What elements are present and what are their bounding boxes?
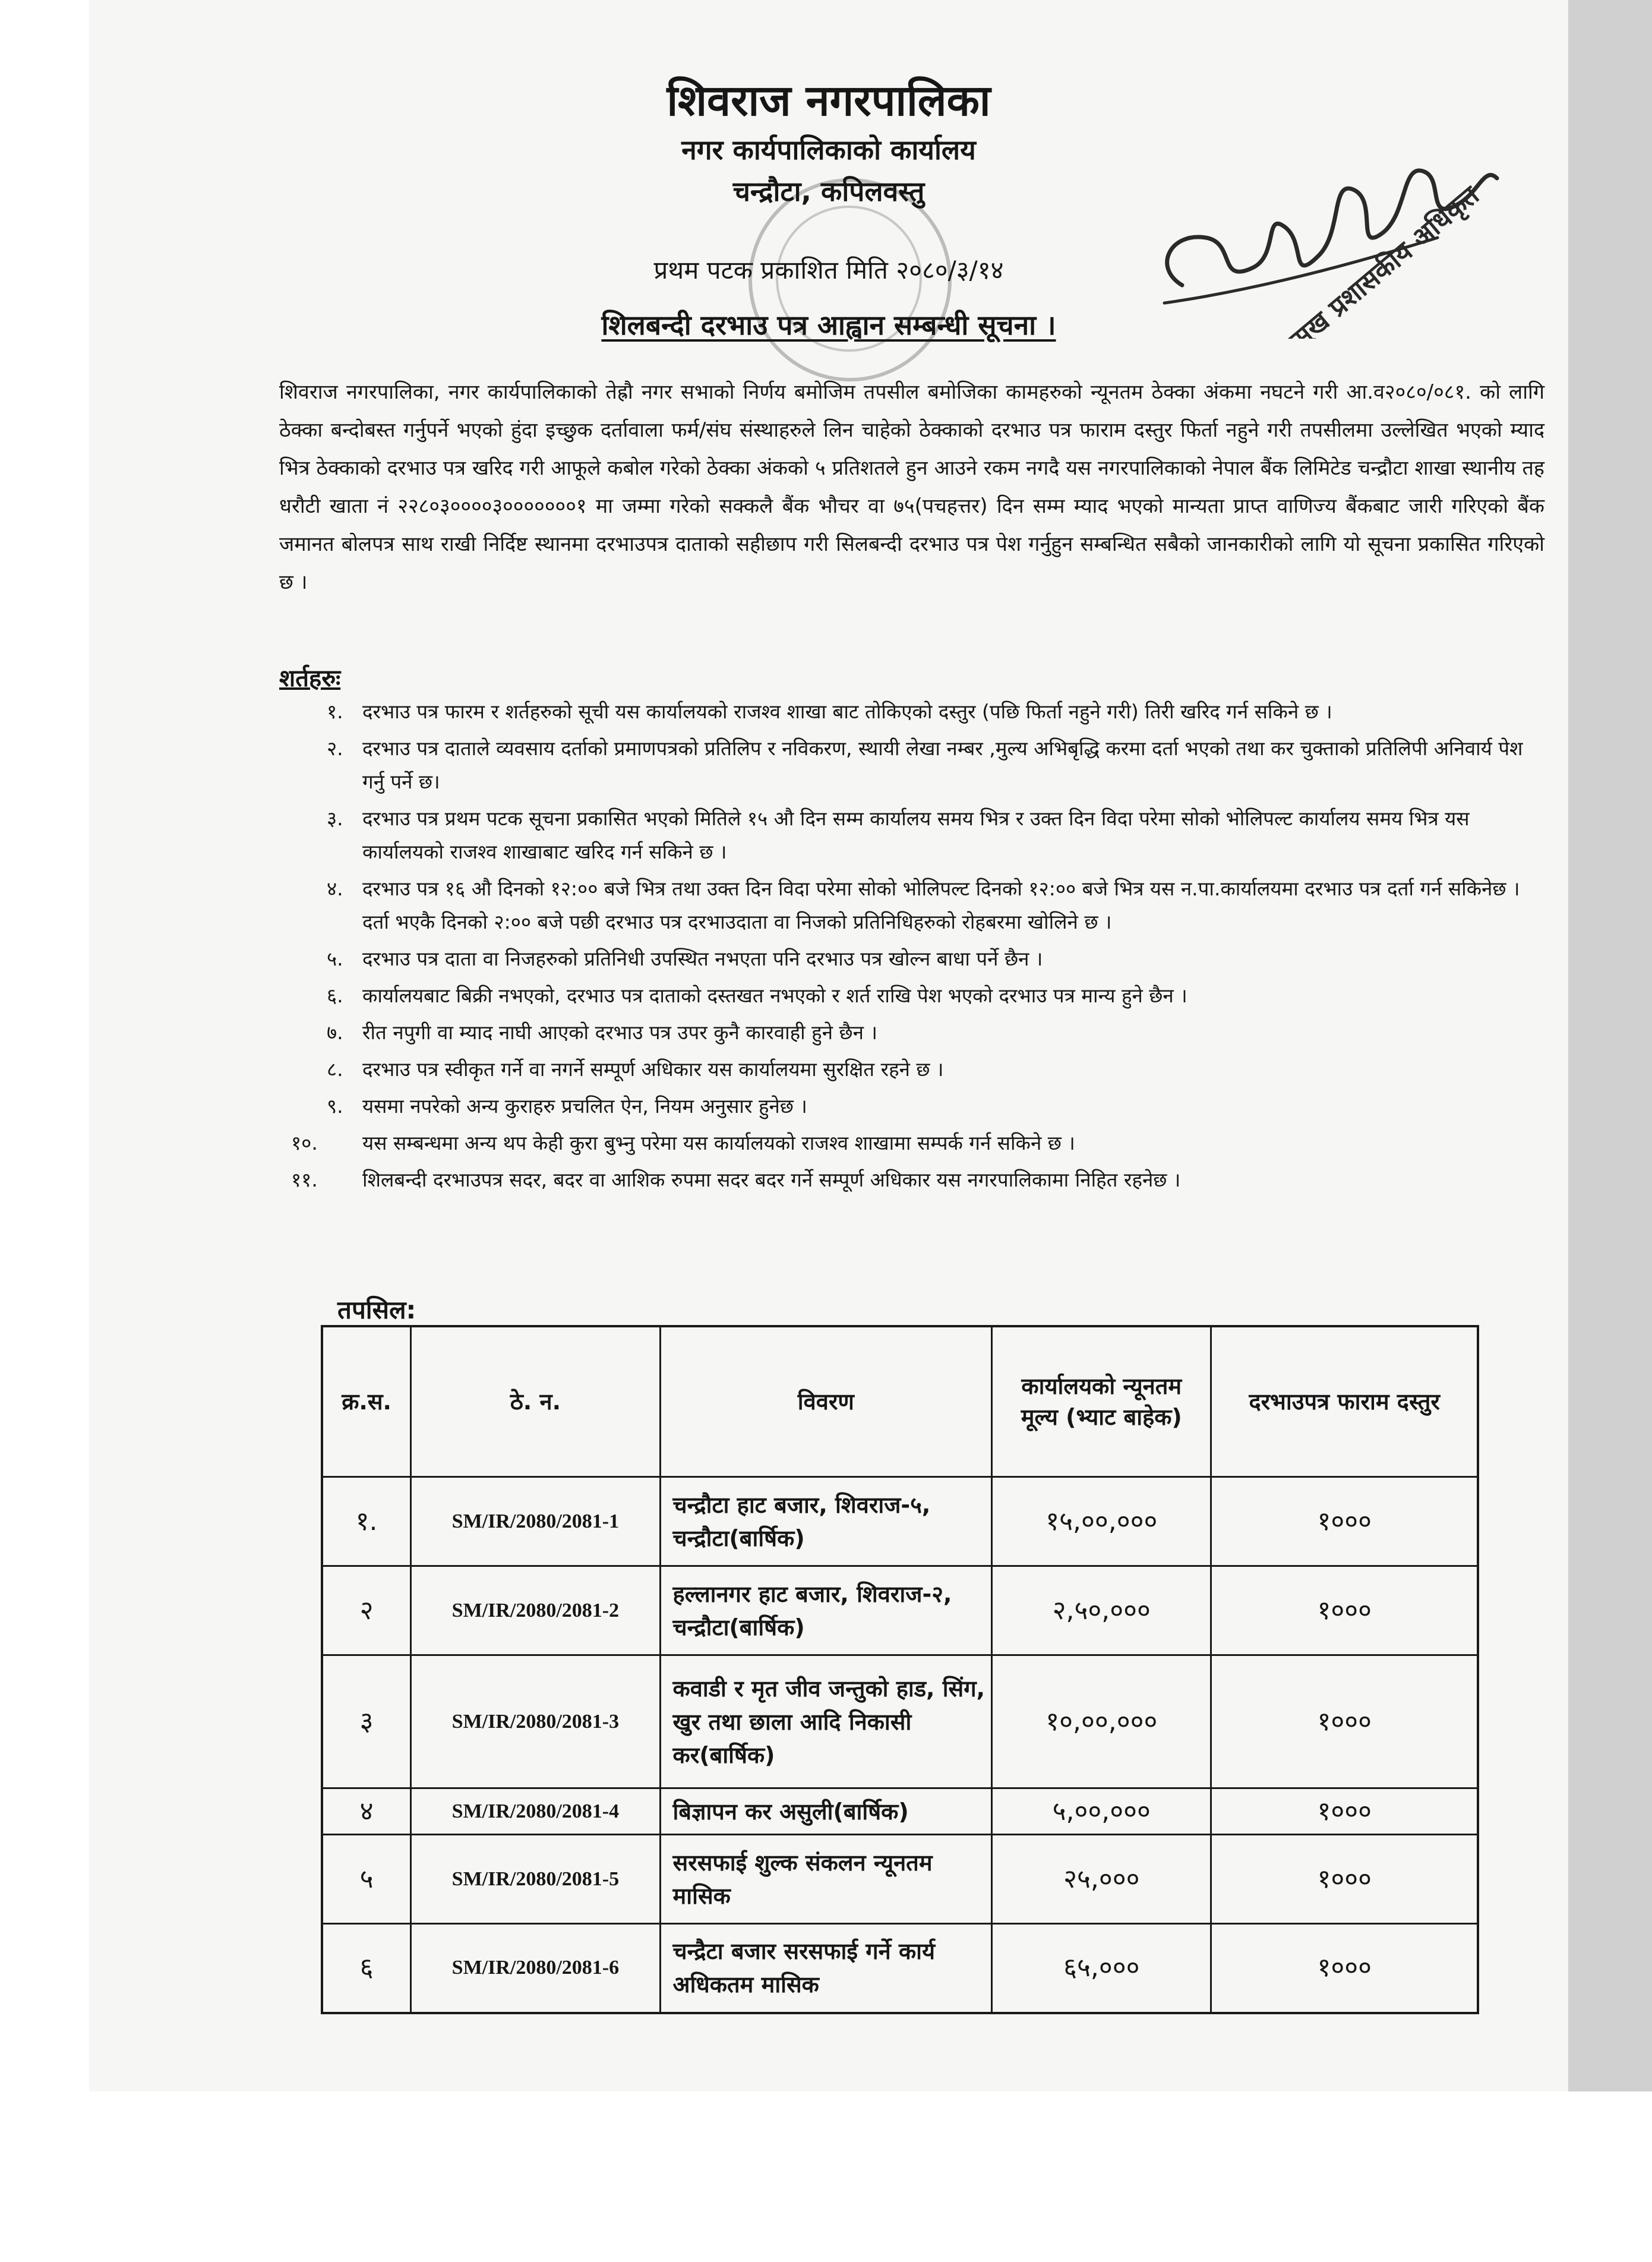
condition-item	[279, 1016, 1550, 1049]
scan-left-margin	[0, 0, 89, 2091]
office-address: चन्द्रौटा, कपिलवस्तु	[732, 175, 925, 207]
condition-item	[279, 732, 1550, 799]
cell-description: चन्द्रौटा हाट बजार, शिवराज-५, चन्द्रौटा(बार्षिक)	[660, 1477, 992, 1566]
condition-number: ७.	[327, 1021, 343, 1044]
condition-item	[279, 695, 1550, 728]
office-name: शिवराज नगरपालिका	[667, 75, 991, 125]
scan-right-margin	[1568, 0, 1652, 2091]
cell-form-fee: १०००	[1211, 1835, 1478, 1924]
condition-number: १.	[327, 700, 343, 723]
cell-description: हल्लानगर हाट बजार, शिवराज-२, चन्द्रौटा(बार्षिक)	[660, 1566, 992, 1655]
cell-sn: ६	[322, 1924, 411, 2013]
condition-text: यसमा नपरेको अन्य कुराहरु प्रचलित ऐन, नियम अनुसार हुनेछ ।	[362, 1094, 807, 1118]
conditions-list	[279, 695, 1550, 1200]
column-header-min-value: कार्यालयको न्यूनतम मूल्य (भ्याट बाहेक)	[992, 1326, 1211, 1477]
condition-item	[279, 1127, 1550, 1160]
condition-number: ११.	[291, 1168, 318, 1191]
condition-item	[279, 979, 1550, 1012]
document-page	[89, 0, 1568, 2091]
condition-number: ८.	[327, 1058, 343, 1081]
cell-form-fee: १०००	[1211, 1655, 1478, 1788]
cell-min-value: १०,००,०००	[992, 1655, 1211, 1788]
cell-sn: १.	[322, 1477, 411, 1566]
condition-number: ९.	[327, 1094, 343, 1118]
cell-form-fee: १०००	[1211, 1566, 1478, 1655]
condition-text: कार्यालयबाट बिक्री नभएको, दरभाउ पत्र दाताको दस्तखत नभएको र शर्त राखि पेश भएको दरभाउ पत्र मान्य हुने छैन ।	[362, 984, 1187, 1007]
condition-item	[279, 942, 1550, 976]
scan-bottom-margin	[0, 2091, 1652, 2262]
table-row	[322, 1924, 1478, 2013]
condition-number: २.	[327, 737, 343, 760]
cell-contract-no: SM/IR/2080/2081-4	[411, 1788, 660, 1835]
cell-description: बिज्ञापन कर असुली(बार्षिक)	[660, 1788, 992, 1835]
condition-item	[279, 872, 1550, 939]
condition-text: दरभाउ पत्र दाता वा निजहरुको प्रतिनिधी उपस्थित नभएता पनि दरभाउ पत्र खोल्न बाधा पर्ने छैन ।	[362, 947, 1043, 970]
publication-date: प्रथम पटक प्रकाशित मिति २०८०/३/१४	[653, 255, 1004, 285]
column-header-description: विवरण	[660, 1326, 992, 1477]
cell-form-fee: १०००	[1211, 1788, 1478, 1835]
table-row	[322, 1835, 1478, 1924]
column-header-contract-no: ठे. न.	[411, 1326, 660, 1477]
condition-text: दरभाउ पत्र प्रथम पटक सूचना प्रकासित भएको मितिले १५ औ दिन सम्म कार्यालय समय भित्र र उक्त दिन विदा परेमा सोको भोलिपल्ट कार्यालय समय भित्र यस कार्यालयको राजश्व शाखाबाट खरिद गर्न सकिने छ ।	[362, 807, 1470, 863]
conditions-heading: शर्तहरुः	[279, 665, 341, 692]
cell-contract-no: SM/IR/2080/2081-6	[411, 1924, 660, 2013]
column-header-form-fee: दरभाउपत्र फाराम दस्तुर	[1211, 1326, 1478, 1477]
condition-text: शिलबन्दी दरभाउपत्र सदर, बदर वा आशिक रुपमा सदर बदर गर्ने सम्पूर्ण अधिकार यस नगरपालिकामा निहित रहनेछ ।	[362, 1168, 1181, 1191]
office-subtitle: नगर कार्यपालिकाको कार्यालय	[681, 134, 976, 166]
cell-sn: ४	[322, 1788, 411, 1835]
schedule-table	[321, 1325, 1479, 2014]
condition-item	[279, 1053, 1550, 1086]
condition-text: दरभाउ पत्र १६ औ दिनको १२:०० बजे भित्र तथा उक्त दिन विदा परेमा सोको भोलिपल्ट दिनको १२:०० बजे भित्र यस न.पा.कार्यालयमा दरभाउ पत्र दर्ता गर्न सकिनेछ । दर्ता भएकै दिनको २:०० बजे पछी दरभाउ पत्र दरभाउदाता वा निजको प्रतिनिधिहरुको रोहबरमा खोलिने छ ।	[362, 877, 1520, 933]
condition-number: १०.	[291, 1131, 318, 1154]
cell-form-fee: १०००	[1211, 1924, 1478, 2013]
table-row	[322, 1655, 1478, 1788]
condition-text: यस सम्बन्धमा अन्य थप केही कुरा बुभ्नु परेमा यस कार्यालयको राजश्व शाखामा सम्पर्क गर्न सकिने छ ।	[362, 1131, 1075, 1154]
condition-item	[279, 802, 1550, 869]
condition-text: रीत नपुगी वा म्याद नाघी आएको दरभाउ पत्र उपर कुनै कारवाही हुने छैन ।	[362, 1021, 877, 1044]
cell-contract-no: SM/IR/2080/2081-5	[411, 1835, 660, 1924]
condition-number: ६.	[327, 984, 343, 1007]
schedule-heading: तपसिल:	[337, 1295, 416, 1324]
cell-sn: ३	[322, 1655, 411, 1788]
cell-min-value: ६५,०००	[992, 1924, 1211, 2013]
condition-number: ३.	[327, 807, 343, 830]
condition-text: दरभाउ पत्र स्वीकृत गर्ने वा नगर्ने सम्पूर्ण अधिकार यस कार्यालयमा सुरक्षित रहने छ ।	[362, 1058, 944, 1081]
condition-number: ५.	[327, 947, 343, 970]
cell-description: चन्द्रैटा बजार सरसफाई गर्ने कार्य अधिकतम मासिक	[660, 1924, 992, 2013]
condition-text: दरभाउ पत्र दाताले व्यवसाय दर्ताको प्रमाणपत्रको प्रतिलिप र नविकरण, स्थायी लेखा नम्बर ,मुल्य अभिबृद्धि करमा दर्ता भएको तथा कर चुक्ताको प्रतिलिपी अनिवार्य पेश गर्नु पर्ने छ।	[362, 737, 1523, 793]
table-header-row	[322, 1326, 1478, 1477]
notice-body-paragraph: शिवराज नगरपालिका, नगर कार्यपालिकाको तेह्रौ नगर सभाको निर्णय बमोजिम तपसील बमोजिका कामहरुको न्यूनतम ठेक्का अंकमा नघटने गरी आ.व२०८०/०८१. को लागि ठेक्का बन्दोबस्त गर्नुपर्ने भएको हुंदा इच्छुक दर्तावाला फर्म/संघ संस्थाहरुले लिन चाहेको ठेक्काको दरभाउ पत्र फाराम दस्तुर फिर्ता नहुने गरी तपसीलमा उल्लेखित भएको म्याद भित्र ठेक्काको दरभाउ पत्र खरिद गरी आफूले कबोल गरेको ठेक्का अंकको ५ प्रतिशतले हुन आउने रकम नगदै यस नगरपालिकाको नेपाल बैंक लिमिटेड चन्द्रौटा शाखा स्थानीय तह धरौटी खाता नं २२८०३००००३०००००००१ मा जम्मा गरेको सक्कलै बैंक भौचर वा ७५(पचहत्तर) दिन सम्म म्याद भएको मान्यता प्राप्त वाणिज्य बैंकबाट जारी गरिएको बैंक जमानत बोलपत्र साथ राखी निर्दिष्ट स्थानमा दरभाउपत्र दाताको सहीछाप गरी सिलबन्दी दरभाउ पत्र पेश गर्नुहुन सम्बन्धित सबैको जानकारीको लागि यो सूचना प्रकासित गरिएको छ ।	[279, 380, 1544, 594]
cell-form-fee: १०००	[1211, 1477, 1478, 1566]
cell-sn: ५	[322, 1835, 411, 1924]
cell-min-value: १५,००,०००	[992, 1477, 1211, 1566]
condition-item	[279, 1163, 1550, 1197]
cell-min-value: २५,०००	[992, 1835, 1211, 1924]
cell-description: कवाडी र मृत जीव जन्तुको हाड, सिंग, खुर तथा छाला आदि निकासी कर(बार्षिक)	[660, 1655, 992, 1788]
condition-number: ४.	[327, 877, 343, 900]
table-row	[322, 1566, 1478, 1655]
signature-caption: प्रमुख प्रशासकीय अधिकृत	[1276, 180, 1485, 339]
cell-sn: २	[322, 1566, 411, 1655]
cell-min-value: २,५०,०००	[992, 1566, 1211, 1655]
condition-text: दरभाउ पत्र फारम र शर्तहरुको सूची यस कार्यालयको राजश्व शाखा बाट तोकिएको दस्तुर (पछि फिर्ता नहुने गरी) तिरी खरिद गर्न सकिने छ ।	[362, 700, 1332, 723]
table-row	[322, 1788, 1478, 1835]
condition-item	[279, 1090, 1550, 1123]
cell-min-value: ५,००,०००	[992, 1788, 1211, 1835]
notice-title: शिलबन्दी दरभाउ पत्र आह्वान सम्बन्धी सूचना ।	[601, 309, 1056, 341]
cell-description: सरसफाई शुल्क संकलन न्यूनतम मासिक	[660, 1835, 992, 1924]
cell-contract-no: SM/IR/2080/2081-3	[411, 1655, 660, 1788]
table-row	[322, 1477, 1478, 1566]
cell-contract-no: SM/IR/2080/2081-2	[411, 1566, 660, 1655]
cell-contract-no: SM/IR/2080/2081-1	[411, 1477, 660, 1566]
column-header-sn: क्र.स.	[322, 1326, 411, 1477]
